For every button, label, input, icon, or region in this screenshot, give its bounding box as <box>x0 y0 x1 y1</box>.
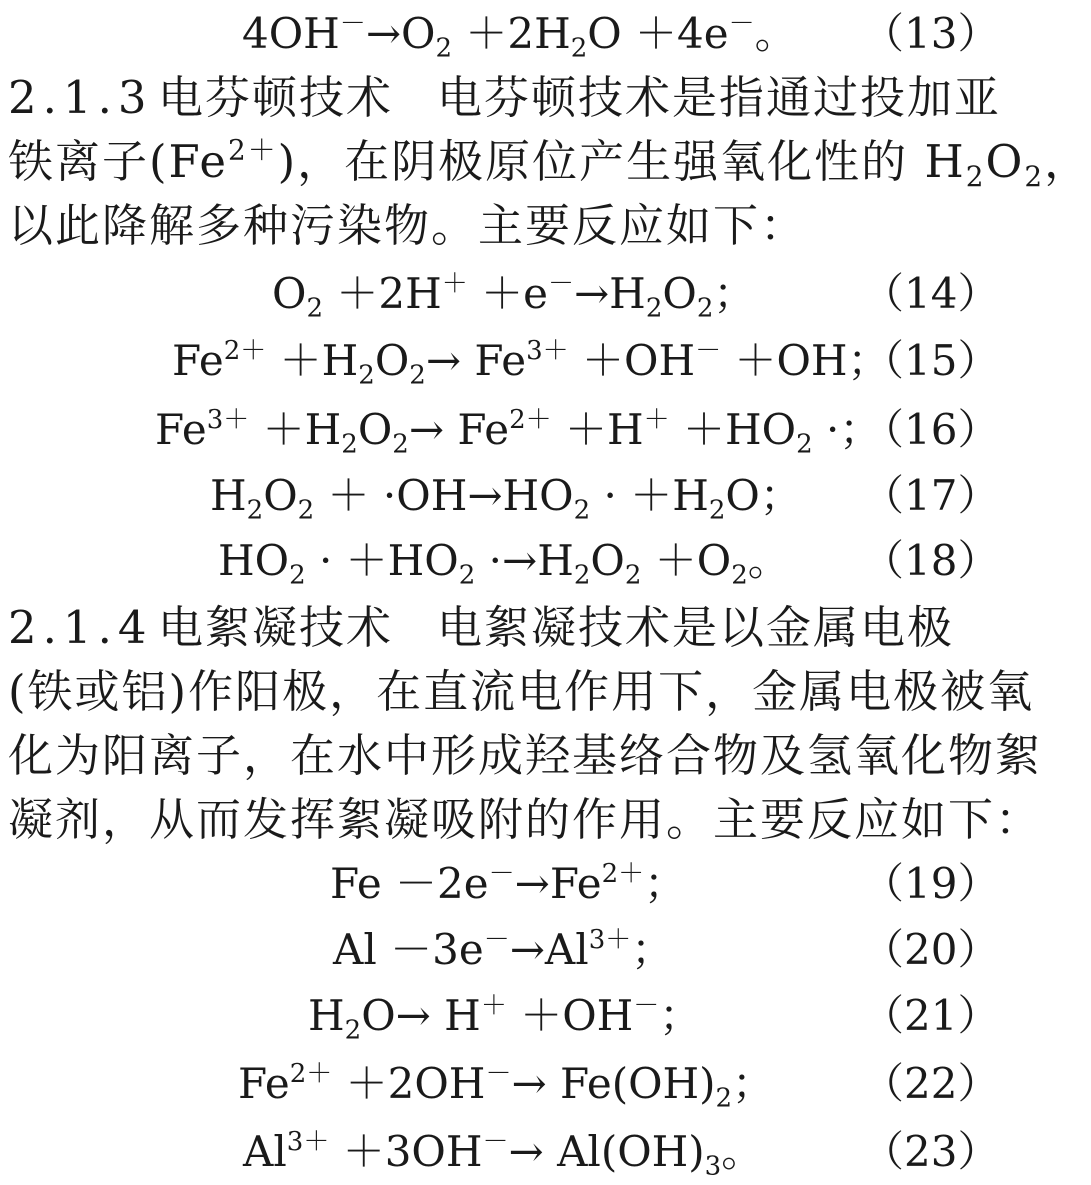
section-2-1-4-line-2: (铁或铝)作阳极，在直流电作用下，金属电极被氧 <box>8 665 1035 718</box>
subscript: 2 <box>392 429 409 460</box>
text-segment: 以此降解多种污染物。主要反应如下： <box>8 199 808 252</box>
subscript: 2 <box>731 560 748 591</box>
section-2-1-4 <box>8 596 1043 852</box>
formula-segment: → Fe <box>425 336 527 385</box>
section-2-1-4-line-1 <box>8 596 998 660</box>
formula-segment: → Fe(OH) <box>511 1059 716 1108</box>
formula-segment: ＋H <box>266 336 359 385</box>
section-2-1-4-line-4: 凝剂，从而发挥絮凝吸附的作用。主要反应如下： <box>8 793 1043 846</box>
superscript: － <box>633 990 660 1021</box>
formula-segment: O <box>263 471 298 520</box>
formula-segment: 4OH <box>242 9 340 58</box>
subscript: 2 <box>358 360 375 391</box>
equation-21-number: （21） <box>862 991 1000 1040</box>
equation-14 <box>0 264 1000 324</box>
equation-17 <box>0 466 1000 526</box>
formula-segment: ＋2OH <box>332 1059 486 1108</box>
formula-segment: Fe <box>238 1059 290 1108</box>
equation-16 <box>0 400 1000 460</box>
subscript: 2 <box>624 560 642 591</box>
formula-segment: Fe －2e <box>330 859 489 908</box>
section-2-1-3 <box>8 66 1091 258</box>
subscript: 2 <box>458 560 476 591</box>
formula-segment: ； <box>659 991 702 1040</box>
formula-segment: →O <box>365 9 436 58</box>
equation-21-formula <box>308 986 701 1046</box>
section-2-1-4-line-3: 化为阳离子，在水中形成羟基络合物及氢氧化物絮 <box>8 729 1043 782</box>
superscript: 3＋ <box>588 924 632 955</box>
superscript: － <box>483 924 510 955</box>
equation-19-number: （19） <box>862 859 1000 908</box>
subscript: 2 <box>573 495 591 526</box>
subscript: 2 <box>708 495 726 526</box>
formula-segment: 。 <box>747 536 790 585</box>
subscript: 2 <box>570 33 588 64</box>
subscript: 2 <box>306 293 323 324</box>
equation-23 <box>0 1122 1000 1182</box>
formula-segment: ； <box>732 1059 775 1108</box>
formula-segment: ＋O <box>641 536 732 585</box>
superscript: － <box>482 1126 509 1157</box>
equation-18 <box>0 531 1000 591</box>
formula-segment: H <box>308 991 345 1040</box>
section-2-1-3-line-2 <box>8 130 1091 194</box>
formula-segment: ·； <box>812 405 882 454</box>
formula-segment: O ＋4e <box>587 9 729 58</box>
formula-segment: HO <box>218 536 290 585</box>
formula-segment: O→ H <box>361 991 481 1040</box>
subscript: 2 <box>645 293 663 324</box>
equation-14-number: （14） <box>862 269 1000 318</box>
subscript: 2 <box>696 293 714 324</box>
formula-segment: ·→H <box>475 536 574 585</box>
formula-segment: →Fe <box>514 859 602 908</box>
formula-segment: ＋2H <box>452 9 571 58</box>
superscript: 3＋ <box>286 1126 330 1157</box>
equation-22-number: （22） <box>862 1059 1000 1108</box>
formula-segment: →H <box>573 269 646 318</box>
subscript: 2 <box>573 560 591 591</box>
formula-segment: · ＋H <box>590 471 709 520</box>
equation-20 <box>0 920 1000 980</box>
section-2-1-3-line-1 <box>8 66 1002 130</box>
superscript: ＋ <box>643 404 670 435</box>
section-2-1-3-text-1: 电芬顿技术是指通过投加亚 <box>437 71 1002 124</box>
formula-segment: O； <box>725 471 802 520</box>
formula-segment: H <box>210 471 247 520</box>
subscript: 2 <box>297 495 315 526</box>
formula-segment: ＋OH <box>568 336 696 385</box>
superscript: － <box>728 8 755 39</box>
equation-15-formula <box>172 331 890 391</box>
equation-22-formula <box>238 1054 774 1114</box>
formula-segment: → Fe <box>408 405 510 454</box>
superscript: 2＋ <box>509 404 552 435</box>
equation-17-number: （17） <box>862 471 1000 520</box>
equation-15 <box>0 331 1000 391</box>
superscript: 3＋ <box>206 404 250 435</box>
equation-15-number: （15） <box>862 336 1000 385</box>
formula-segment: ； <box>631 925 674 974</box>
formula-segment: ； <box>713 269 756 318</box>
superscript: － <box>488 858 515 889</box>
equation-23-number: （23） <box>862 1127 1000 1176</box>
superscript: 2＋ <box>227 133 278 167</box>
equation-13-number: （13） <box>862 9 1000 58</box>
text-segment: ， <box>1044 135 1091 188</box>
equation-14-formula <box>272 264 755 324</box>
equation-18-number: （18） <box>862 536 1000 585</box>
equation-23-formula <box>243 1122 763 1182</box>
formula-segment: O <box>374 336 410 385</box>
equation-20-number: （20） <box>862 925 1000 974</box>
formula-segment: ； <box>644 859 687 908</box>
formula-segment: ＋OH <box>506 991 634 1040</box>
subscript: 2 <box>341 429 358 460</box>
formula-segment: Fe <box>172 336 224 385</box>
formula-segment: O <box>662 269 697 318</box>
superscript: 3＋ <box>526 335 569 366</box>
equation-18-formula <box>218 531 790 591</box>
section-2-1-4-text-1: 电絮凝技术是以金属电极 <box>437 601 955 654</box>
section-2-1-4-title: 电絮凝技术 <box>158 601 394 654</box>
formula-segment: O <box>272 269 307 318</box>
formula-segment: ＋e <box>467 269 548 318</box>
formula-segment: O <box>357 405 393 454</box>
subscript: 3 <box>704 1151 722 1182</box>
formula-segment: O <box>590 536 625 585</box>
formula-segment: ＋ ·OH→HO <box>314 471 574 520</box>
superscript: ＋ <box>480 990 507 1021</box>
section-2-1-3-number: 2.1.3 <box>8 71 153 124</box>
equation-16-number: （16） <box>862 405 1000 454</box>
superscript: ＋ <box>441 268 468 299</box>
formula-segment: → Al(OH) <box>508 1127 705 1176</box>
formula-segment: 。 <box>754 9 797 58</box>
superscript: － <box>339 8 366 39</box>
formula-segment: · ＋HO <box>305 536 459 585</box>
subscript: 2 <box>1024 159 1045 193</box>
subscript: 2 <box>344 1015 362 1046</box>
subscript: 2 <box>796 429 813 460</box>
formula-segment: ＋2H <box>323 269 442 318</box>
equation-20-formula <box>333 920 673 980</box>
superscript: － <box>695 335 722 366</box>
formula-segment: ＋H <box>249 405 342 454</box>
equation-21 <box>0 986 1000 1046</box>
formula-segment: ＋H <box>551 405 644 454</box>
subscript: 2 <box>715 1083 733 1114</box>
formula-segment: ＋OH； <box>721 336 890 385</box>
superscript: 2＋ <box>223 335 267 366</box>
equation-16-formula <box>155 400 881 460</box>
formula-segment: →Al <box>509 925 589 974</box>
formula-segment: ＋3OH <box>329 1127 483 1176</box>
superscript: 2＋ <box>289 1058 333 1089</box>
formula-segment: 。 <box>721 1127 764 1176</box>
text-segment: 铁离子(Fe <box>8 135 228 188</box>
equation-13-formula <box>242 4 797 64</box>
superscript: － <box>485 1058 512 1089</box>
equation-22 <box>0 1054 1000 1114</box>
section-2-1-3-title: 电芬顿技术 <box>158 71 394 124</box>
subscript: 2 <box>435 33 452 64</box>
subscript: 2 <box>965 159 986 193</box>
formula-segment: Al <box>243 1127 287 1176</box>
superscript: － <box>547 268 574 299</box>
subscript: 2 <box>289 560 306 591</box>
formula-segment: ＋HO <box>669 405 797 454</box>
formula-segment: Al －3e <box>333 925 484 974</box>
equation-17-formula <box>210 466 802 526</box>
section-2-1-4-number: 2.1.4 <box>8 601 153 654</box>
equation-13 <box>0 4 1000 64</box>
subscript: 2 <box>246 495 264 526</box>
text-segment: O <box>985 135 1025 188</box>
equation-19-formula <box>330 854 686 914</box>
text-segment: )，在阴极原位产生强氧化性的 H <box>277 135 966 188</box>
subscript: 2 <box>409 360 426 391</box>
superscript: 2＋ <box>601 858 645 889</box>
formula-segment: Fe <box>155 405 207 454</box>
section-2-1-3-line-3 <box>8 194 998 258</box>
equation-19 <box>0 854 1000 914</box>
